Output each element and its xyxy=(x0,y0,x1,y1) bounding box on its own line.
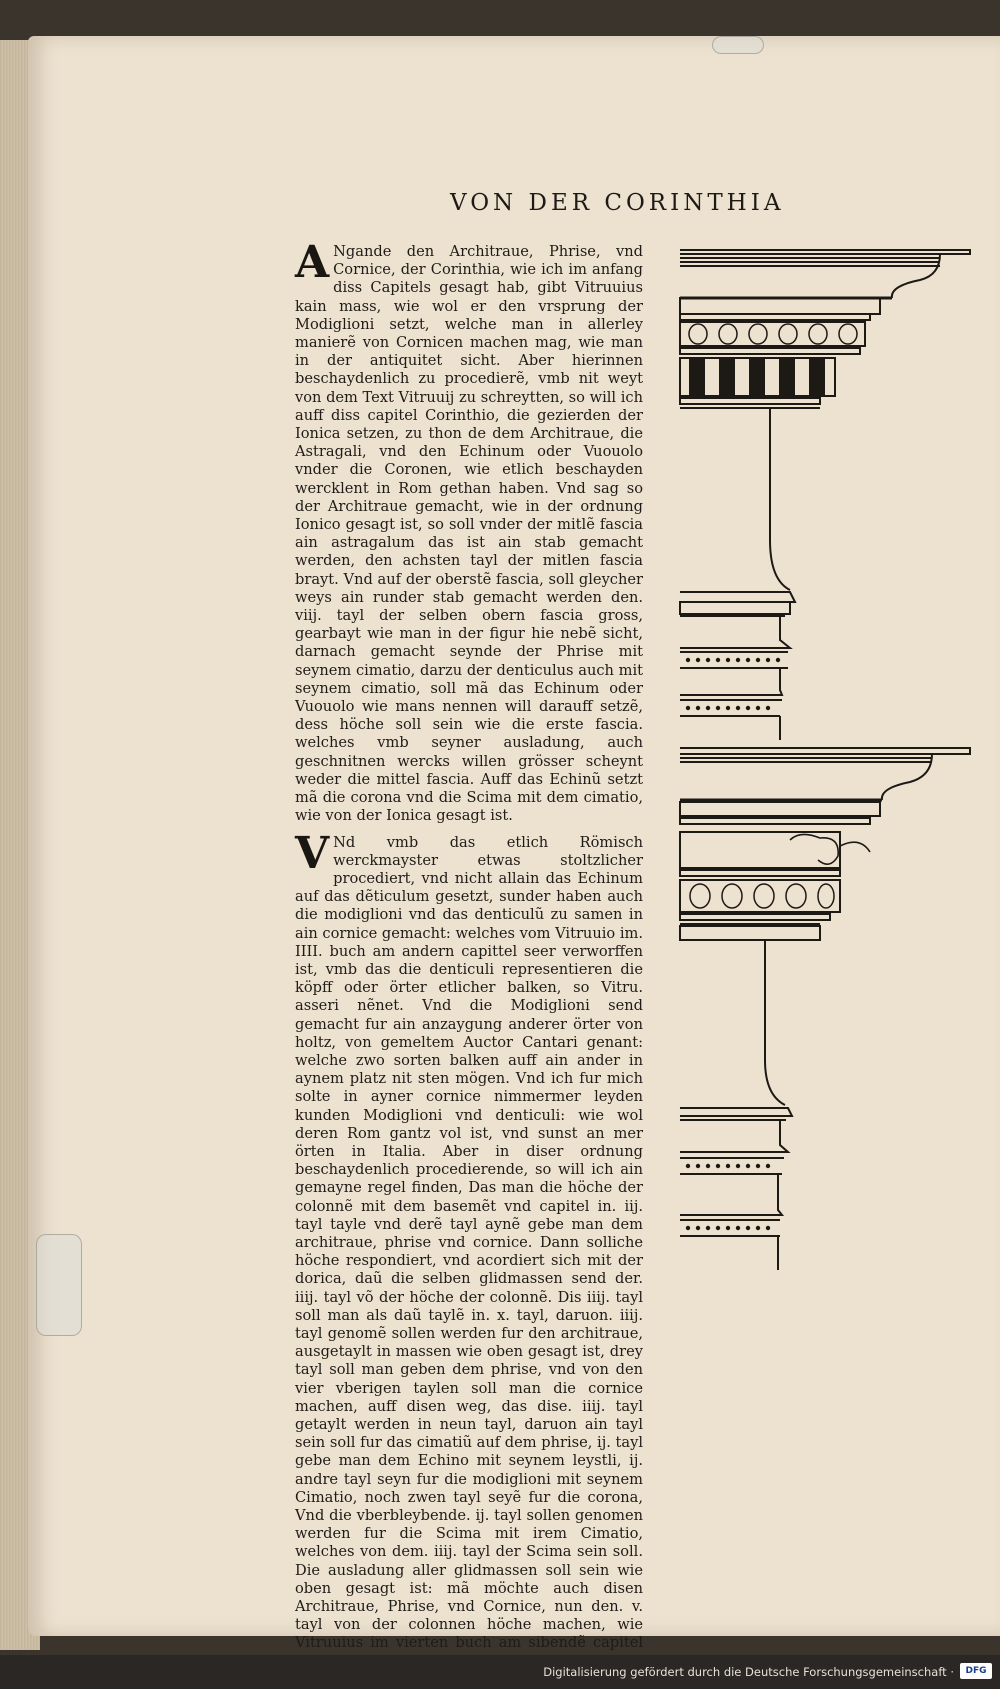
body-text xyxy=(295,237,643,1679)
initial-letter: V xyxy=(295,827,330,879)
footer-credit: Digitalisierung gefördert durch die Deutsche Forschungsgemeinschaft · xyxy=(543,1665,954,1679)
page-tab-left xyxy=(36,1234,82,1336)
page-tab-top xyxy=(712,36,764,54)
paragraph-1 xyxy=(295,237,643,826)
corinthian-entablature-figure xyxy=(670,240,982,1360)
footer-bar xyxy=(0,1655,1000,1689)
page-header: VON DER CORINTHIA xyxy=(450,190,785,216)
paragraph-text: Nd vmb das etlich Römisch werckmayster etwas stoltzlicher procediert, vnd nicht allain das Echinum auf das dẽticulum gesetzt, sunder haben auch die modiglioni vnd das denticulũ zu samen in ain cornice gemacht: welches vom Vitruuio im. IIII. buch am andern capittel seer verworffen ist, vmb das die denticuli representieren die köpff oder örter etlicher balken, so Vitru. asseri nẽnet. Vnd die Modiglioni send gemacht fur ain anzaygung anderer örter von holtz, von gemeltem Auctor Cantari genant: welche zwo sorten balken auff ain ander in aynem platz nit sten mögen. Vnd ich fur mich solte in ayner cornice nimmermer leyden kunden Modiglioni vnd denticuli: wie wol deren Rom gantz vol ist, vnd sunst an mer örten in Italia. Aber in diser ordnung beschaydenlich procedierende, so will ich ain gemayne regel finden, Das man die höche der colonnẽ mit dem basemẽt vnd capitel in. iij. tayl tayle vnd derẽ tayl aynẽ gebe man dem architraue, phrise vnd cornice. Dann solliche höche respondiert, vnd acordiert sich mit der dorica, daũ die selben glidmassen send der. iiij. tayl võ der höche der colonnẽ. Dis iiij. tayl soll man als daũ taylẽ in. x. tayl, daruon. iiij. tayl genomẽ sollen werden fur den architraue, ausgetaylt in massen wie oben gesagt ist, drey tayl soll man geben dem phrise, vnd von den vier vberigen taylen soll man die cornice machen, auff disen weg, das dise. iiij. tayl getaylt werden in neun tayl, daruon ain tayl sein soll fur das cimatiũ auf dem phrise, ij. tayl gebe man dem Echino mit seynem leystli, ij. andre tayl seyn fur die modiglioni mit seynem Cimatio, noch zwen tayl seyẽ fur die corona, Vnd die vberbleybende. ij. tayl sollen genomen werden fur die Scima mit irem Cimatio, welches von dem. iiij. tayl der Scima sein soll. Die ausladung aller glidmassen soll sein wie oben gesagt ist: mã möchte auch disen Architraue, Phrise, vnd Cornice, nun den. v. tayl von der colonnen höche machen, wie Vitruuius im vierten buch am sibendẽ capitel xyxy=(295,833,643,1652)
dfg-logo-icon: DFG xyxy=(960,1663,992,1679)
paragraph-text: Ngande den Architraue, Phrise, vnd Cornice, der Corinthia, wie ich im anfang diss Capitels gesagt hab, gibt Vitruuius kain mass, wie wol er den vrsprung der Modiglioni setzt, welche man in allerley manierẽ von Cornicen machen mag, wie man in der antiquitet sicht. Aber hierinnen beschaydenlich zu procedierẽ, vmb nit weyt von dem Text Vitruuij zu schreytten, so will ich auff diss capitel Corinthio, die gezierden der Ionica setzen, zu thon de dem Architraue, die Astragali, vnd den Echinum oder Vuouolo vnder die Coronen, wie etlich beschayden wercklent in Rom gethan haben. Vnd sag so der Architraue gemacht, wie in der ordnung Ionico gesagt ist, so soll vnder der mitlẽ fascia ain astragalum das ist ain stab gemacht werden, den achsten tayl der mitlen fascia brayt. Vnd auf der oberstẽ fascia, soll gleycher weys ain runder stab gemacht werden den. viij. tayl der selben obern fascia gross, gearbayt wie man in der figur hie nebẽ sicht, darnach gemacht seynde der Phrise mit seynem cimatio, darzu der denticulus auch mit seynem cimatio, soll mã das Echinum oder Vuouolo wie mans nennen will darauff setzẽ, dess höche soll sein wie die erste fascia. welches vmb seyner ausladung, auch geschnitnen wercks willen grösser scheynt weder die mittel fascia. Auff das Echinũ setzt mã die corona vnd die Scima mit dem cimatio, wie von der Ionica gesagt ist. xyxy=(295,243,643,825)
initial-letter: A xyxy=(295,237,330,288)
paragraph-2 xyxy=(295,827,643,1671)
